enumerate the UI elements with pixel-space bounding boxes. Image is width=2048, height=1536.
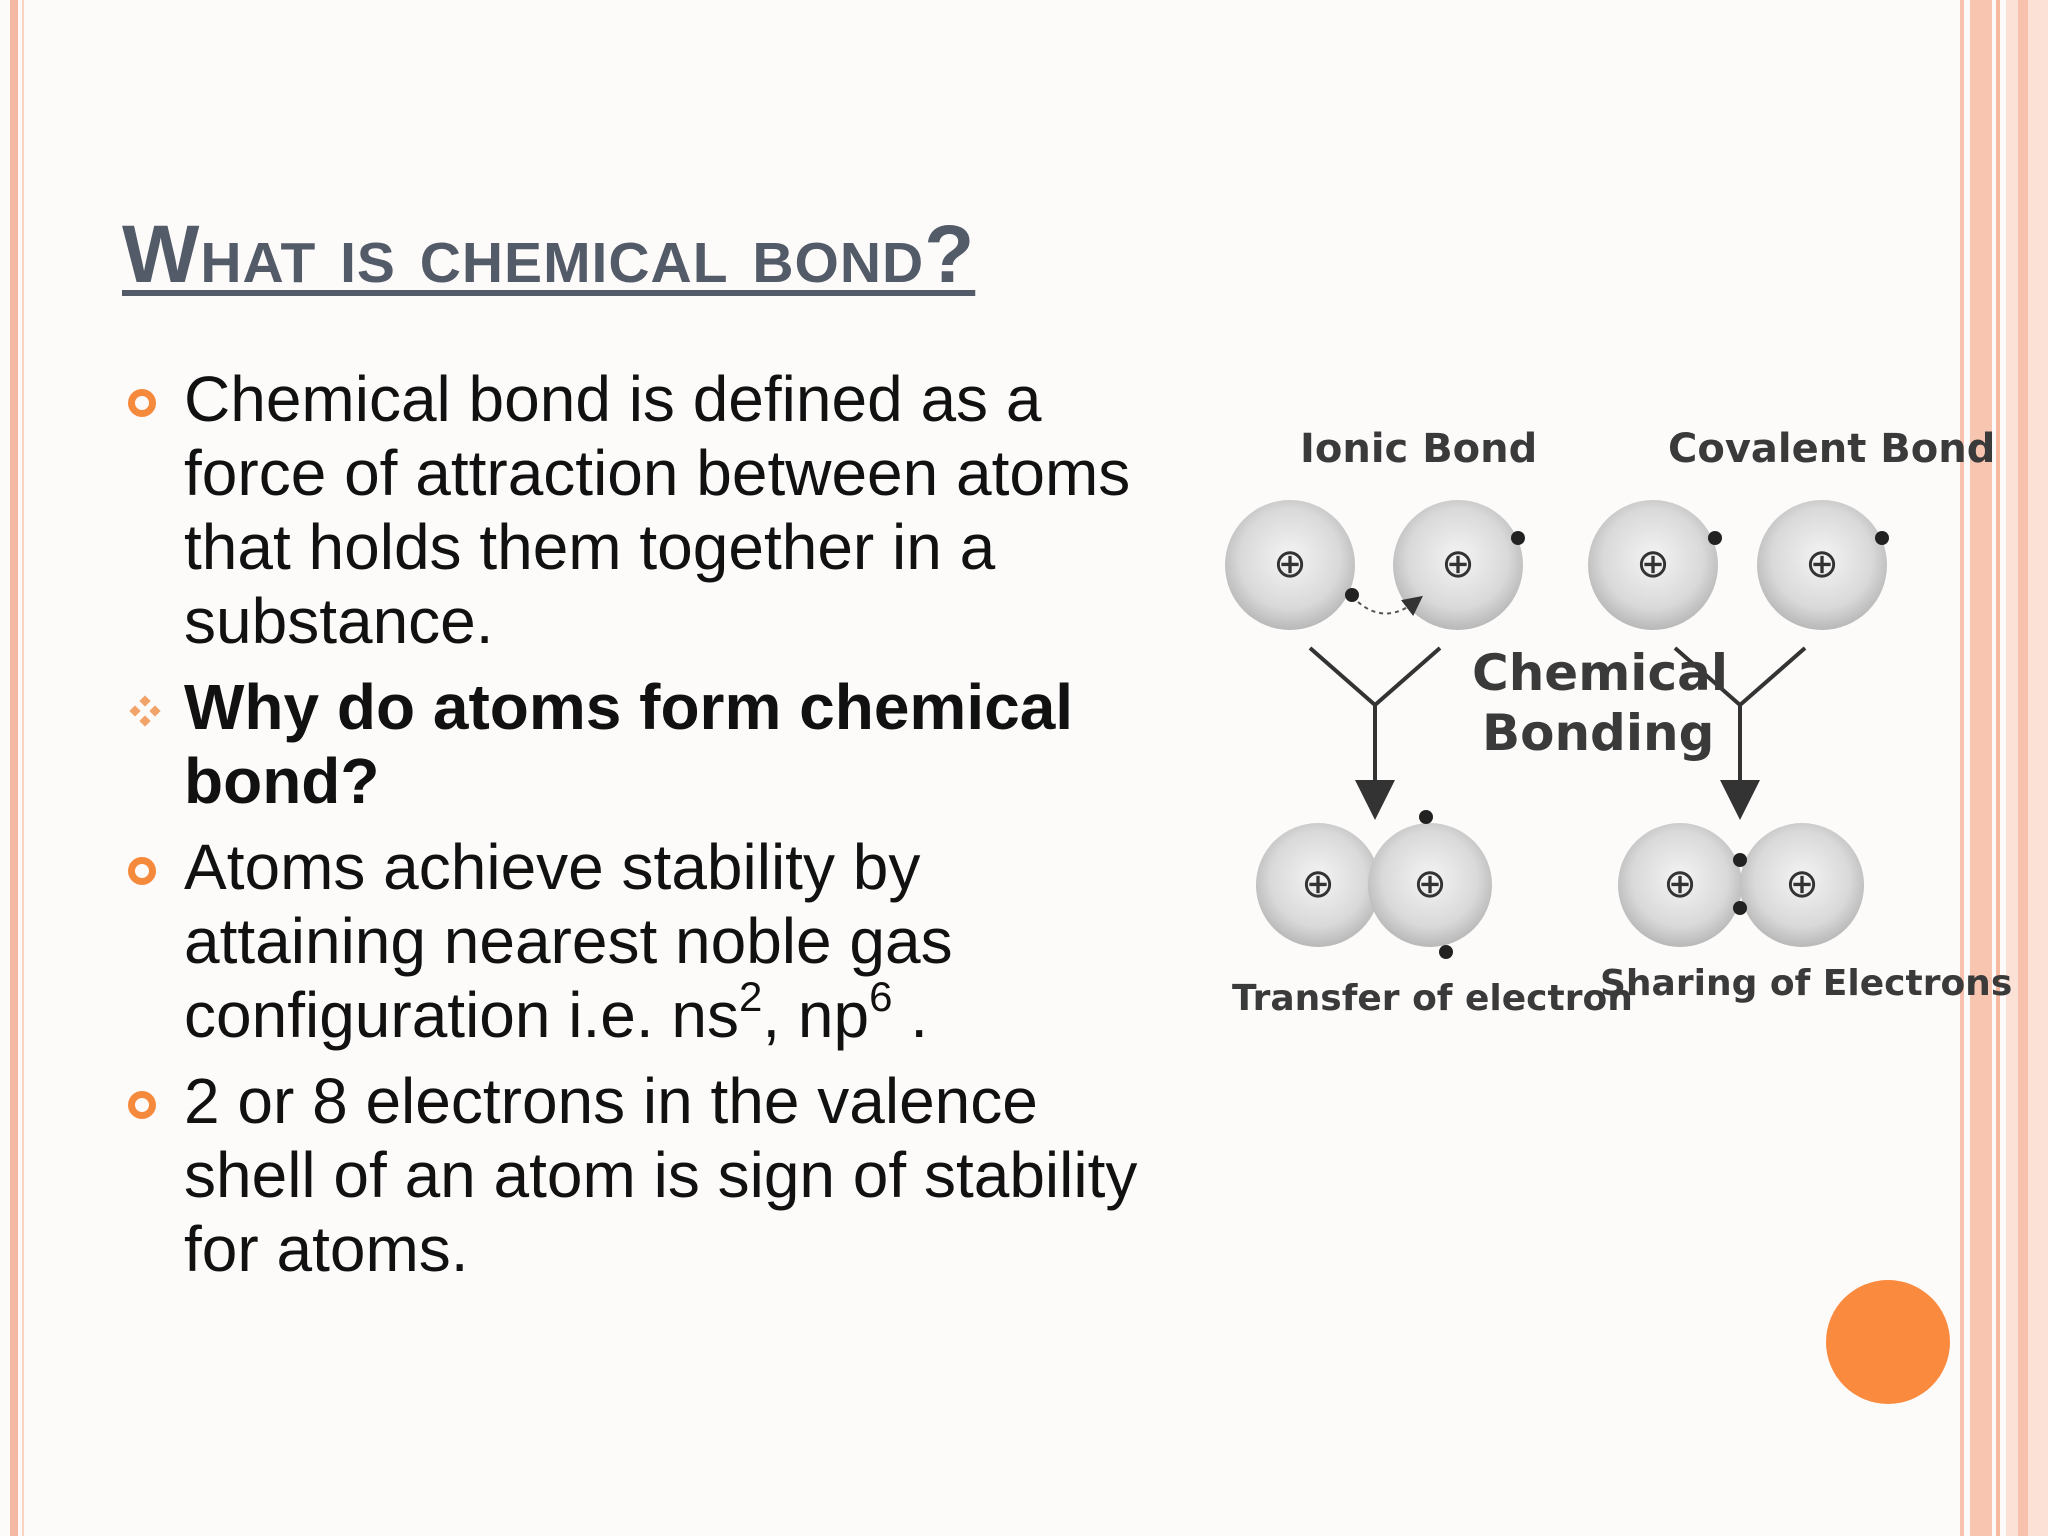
electron-icon xyxy=(1511,531,1525,545)
ionic-merge-lines xyxy=(1310,648,1440,705)
bullet-text: . xyxy=(892,979,929,1051)
plus-charge-icon: ⊕ xyxy=(1636,542,1670,586)
covalent-bond-label: Covalent Bond xyxy=(1668,426,1996,472)
bonding-label: Bonding xyxy=(1482,704,1715,762)
plus-charge-icon: ⊕ xyxy=(1785,862,1819,906)
bullet-text: Atoms achieve stability by attaining nearest noble gas configuration i.e. ns xyxy=(184,831,953,1051)
shared-electron-icon xyxy=(1733,901,1747,915)
frame-right-stripe xyxy=(1970,0,1992,1536)
bonding-diagram-svg xyxy=(1210,420,2013,1040)
ionic-bond-label: Ionic Bond xyxy=(1300,426,1538,472)
circle-bullet-icon xyxy=(128,389,156,417)
chemical-bonding-diagram xyxy=(1210,420,2013,1040)
bullet-valence xyxy=(120,1064,1160,1286)
plus-charge-icon: ⊕ xyxy=(1413,862,1447,906)
frame-right-stripe xyxy=(1996,0,2000,1536)
bullet-list xyxy=(120,362,1160,1298)
bullet-text: Why do atoms form chemical bond? xyxy=(184,671,1074,817)
frame-left-stripe-thin xyxy=(22,0,24,1536)
superscript: 6 xyxy=(869,973,893,1020)
bullet-definition xyxy=(120,362,1160,658)
slide-title: What is chemical bond? xyxy=(122,209,976,300)
transfer-label: Transfer of electron xyxy=(1232,978,1633,1019)
superscript: 2 xyxy=(739,973,763,1020)
frame-right-stripe xyxy=(1960,0,1964,1536)
circle-bullet-icon xyxy=(128,1091,156,1119)
electron-icon xyxy=(1875,531,1889,545)
circle-bullet-icon xyxy=(128,857,156,885)
bullet-text: Chemical bond is defined as a force of attraction between atoms that holds them together in a substance. xyxy=(184,363,1131,657)
plus-charge-icon: ⊕ xyxy=(1301,862,1335,906)
plus-charge-icon: ⊕ xyxy=(1273,542,1307,586)
plus-charge-icon: ⊕ xyxy=(1441,542,1475,586)
bullet-text: , np xyxy=(762,979,870,1051)
electron-icon xyxy=(1439,945,1453,959)
frame-right-stripe xyxy=(2018,0,2028,1536)
electron-icon xyxy=(1419,810,1433,824)
sharing-label: Sharing of Electrons xyxy=(1600,963,2013,1004)
bullet-question xyxy=(120,670,1160,818)
frame-left-stripe xyxy=(10,0,18,1536)
electron-icon xyxy=(1345,588,1359,602)
plus-charge-icon: ⊕ xyxy=(1663,862,1697,906)
electron-icon xyxy=(1708,531,1722,545)
shared-electron-icon xyxy=(1733,853,1747,867)
chemical-label: Chemical xyxy=(1472,644,1728,702)
diamond-bullet-icon xyxy=(128,694,162,728)
orange-circle-decoration xyxy=(1826,1280,1950,1404)
plus-charge-icon: ⊕ xyxy=(1805,542,1839,586)
bullet-stability xyxy=(120,830,1160,1052)
bullet-text: 2 or 8 electrons in the valence shell of an atom is sign of stability for atoms. xyxy=(184,1065,1138,1285)
